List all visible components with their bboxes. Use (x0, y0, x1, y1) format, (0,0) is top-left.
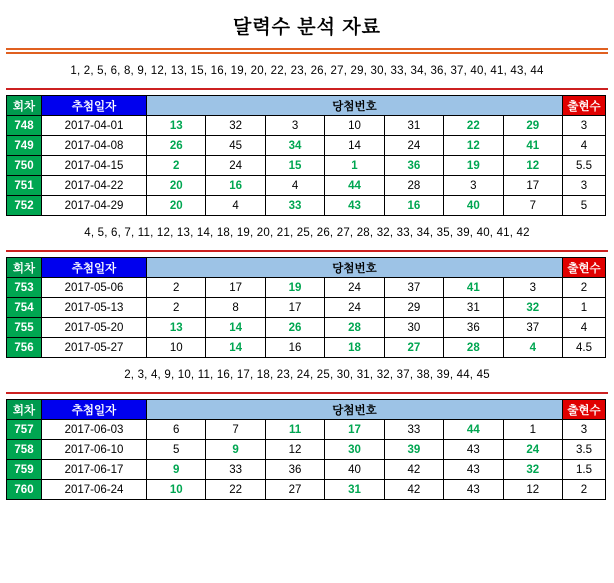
cell-number: 24 (325, 278, 384, 298)
cell-number: 37 (503, 318, 562, 338)
cell-date: 2017-05-13 (42, 298, 147, 318)
cell-number: 1 (503, 420, 562, 440)
cell-number: 17 (265, 298, 324, 318)
cell-number: 3 (503, 278, 562, 298)
cell-round: 749 (7, 136, 42, 156)
cell-number: 34 (265, 136, 324, 156)
table-row (7, 318, 606, 338)
cell-hit-count: 2 (563, 278, 606, 298)
header-winning-numbers: 당첨번호 (147, 258, 563, 278)
cell-number: 12 (444, 136, 503, 156)
cell-number: 20 (147, 196, 206, 216)
cell-number: 43 (444, 460, 503, 480)
page-title: 달력수 분석 자료 (232, 17, 382, 38)
cell-hit-count: 3 (563, 176, 606, 196)
cell-number: 41 (503, 136, 562, 156)
cell-number: 13 (147, 318, 206, 338)
cell-number: 5 (147, 440, 206, 460)
draw-results-table (6, 257, 606, 358)
cell-round: 748 (7, 116, 42, 136)
cell-number: 16 (265, 338, 324, 358)
header-date: 추첨일자 (42, 258, 147, 278)
cell-round: 753 (7, 278, 42, 298)
header-hit-count: 출현수 (563, 400, 606, 420)
cell-number: 2 (147, 298, 206, 318)
cell-number: 31 (384, 116, 443, 136)
table-row (7, 136, 606, 156)
analysis-block (0, 358, 614, 500)
cell-number: 17 (206, 278, 265, 298)
cell-number: 43 (444, 440, 503, 460)
calendar-number-line: 4, 5, 6, 7, 11, 12, 13, 14, 18, 19, 20, 21, 25, 26, 27, 28, 32, 33, 34, 35, 39, 40, 41, 42 (84, 227, 530, 239)
cell-number: 28 (384, 176, 443, 196)
cell-number: 15 (265, 156, 324, 176)
cell-number: 42 (384, 480, 443, 500)
cell-number: 36 (384, 156, 443, 176)
cell-number: 8 (206, 298, 265, 318)
table-row (7, 156, 606, 176)
header-hit-count: 출현수 (563, 258, 606, 278)
header-round: 회차 (7, 96, 42, 116)
cell-number: 43 (325, 196, 384, 216)
cell-hit-count: 4 (563, 318, 606, 338)
cell-hit-count: 4.5 (563, 338, 606, 358)
header-round: 회차 (7, 258, 42, 278)
cell-number: 19 (444, 156, 503, 176)
calendar-number-line: 1, 2, 5, 6, 8, 9, 12, 13, 15, 16, 19, 20, 22, 23, 26, 27, 29, 30, 33, 34, 36, 37, 40, 41, 43, 44 (70, 65, 544, 77)
cell-number: 19 (265, 278, 324, 298)
table-row (7, 440, 606, 460)
cell-number: 44 (444, 420, 503, 440)
cell-number: 33 (384, 420, 443, 440)
header-hit-count: 출현수 (563, 96, 606, 116)
cell-number: 24 (503, 440, 562, 460)
cell-number: 24 (384, 136, 443, 156)
header-winning-numbers: 당첨번호 (147, 96, 563, 116)
cell-date: 2017-06-24 (42, 480, 147, 500)
cell-number: 10 (147, 338, 206, 358)
cell-number: 1 (325, 156, 384, 176)
cell-number: 41 (444, 278, 503, 298)
cell-round: 754 (7, 298, 42, 318)
cell-hit-count: 5 (563, 196, 606, 216)
cell-round: 756 (7, 338, 42, 358)
table-row (7, 480, 606, 500)
cell-number: 42 (384, 460, 443, 480)
cell-date: 2017-04-01 (42, 116, 147, 136)
cell-number: 14 (206, 338, 265, 358)
table-header-row (7, 400, 606, 420)
table-header-row (7, 96, 606, 116)
cell-number: 31 (444, 298, 503, 318)
cell-number: 28 (325, 318, 384, 338)
title-divider-top (6, 48, 608, 50)
table-header-row (7, 258, 606, 278)
cell-number: 26 (265, 318, 324, 338)
cell-number: 32 (503, 460, 562, 480)
cell-date: 2017-04-29 (42, 196, 147, 216)
cell-number: 37 (384, 278, 443, 298)
cell-number: 12 (265, 440, 324, 460)
cell-round: 759 (7, 460, 42, 480)
cell-number: 29 (384, 298, 443, 318)
cell-number: 3 (444, 176, 503, 196)
cell-number: 12 (503, 480, 562, 500)
header-date: 추첨일자 (42, 400, 147, 420)
cell-number: 16 (384, 196, 443, 216)
cell-number: 10 (147, 480, 206, 500)
cell-date: 2017-04-15 (42, 156, 147, 176)
cell-number: 11 (265, 420, 324, 440)
cell-number: 30 (325, 440, 384, 460)
cell-number: 36 (265, 460, 324, 480)
cell-number: 31 (325, 480, 384, 500)
cell-round: 750 (7, 156, 42, 176)
cell-number: 12 (503, 156, 562, 176)
cell-number: 17 (503, 176, 562, 196)
cell-number: 24 (206, 156, 265, 176)
table-row (7, 196, 606, 216)
table-row (7, 338, 606, 358)
cell-number: 43 (444, 480, 503, 500)
cell-number: 39 (384, 440, 443, 460)
cell-number: 7 (503, 196, 562, 216)
cell-round: 755 (7, 318, 42, 338)
cell-number: 22 (444, 116, 503, 136)
cell-number: 29 (503, 116, 562, 136)
cell-number: 13 (147, 116, 206, 136)
cell-hit-count: 1 (563, 298, 606, 318)
cell-number: 3 (265, 116, 324, 136)
cell-number: 14 (206, 318, 265, 338)
draw-results-table (6, 95, 606, 216)
cell-number: 27 (384, 338, 443, 358)
cell-number: 2 (147, 278, 206, 298)
cell-date: 2017-05-20 (42, 318, 147, 338)
cell-number: 9 (147, 460, 206, 480)
table-row (7, 420, 606, 440)
cell-number: 9 (206, 440, 265, 460)
analysis-block (0, 216, 614, 358)
cell-number: 30 (384, 318, 443, 338)
cell-round: 758 (7, 440, 42, 460)
cell-hit-count: 1.5 (563, 460, 606, 480)
cell-number: 27 (265, 480, 324, 500)
cell-number: 32 (206, 116, 265, 136)
cell-date: 2017-05-27 (42, 338, 147, 358)
cell-date: 2017-06-03 (42, 420, 147, 440)
blocks-container (0, 54, 614, 500)
table-row (7, 116, 606, 136)
cell-number: 22 (206, 480, 265, 500)
cell-number: 40 (325, 460, 384, 480)
cell-hit-count: 3.5 (563, 440, 606, 460)
cell-date: 2017-05-06 (42, 278, 147, 298)
cell-date: 2017-04-08 (42, 136, 147, 156)
analysis-block (0, 54, 614, 216)
cell-number: 36 (444, 318, 503, 338)
header-round: 회차 (7, 400, 42, 420)
cell-number: 20 (147, 176, 206, 196)
cell-number: 6 (147, 420, 206, 440)
cell-round: 757 (7, 420, 42, 440)
cell-round: 751 (7, 176, 42, 196)
cell-number: 26 (147, 136, 206, 156)
cell-hit-count: 3 (563, 420, 606, 440)
cell-number: 18 (325, 338, 384, 358)
cell-number: 4 (265, 176, 324, 196)
cell-number: 2 (147, 156, 206, 176)
cell-hit-count: 3 (563, 116, 606, 136)
cell-number: 7 (206, 420, 265, 440)
calendar-number-line: 2, 3, 4, 9, 10, 11, 16, 17, 18, 23, 24, 25, 30, 31, 32, 37, 38, 39, 44, 45 (124, 369, 490, 381)
cell-hit-count: 5.5 (563, 156, 606, 176)
cell-number: 33 (206, 460, 265, 480)
header-date: 추첨일자 (42, 96, 147, 116)
cell-number: 33 (265, 196, 324, 216)
cell-hit-count: 4 (563, 136, 606, 156)
cell-number: 10 (325, 116, 384, 136)
cell-date: 2017-04-22 (42, 176, 147, 196)
cell-number: 17 (325, 420, 384, 440)
cell-number: 16 (206, 176, 265, 196)
cell-number: 32 (503, 298, 562, 318)
cell-number: 14 (325, 136, 384, 156)
cell-hit-count: 2 (563, 480, 606, 500)
cell-number: 24 (325, 298, 384, 318)
header-winning-numbers: 당첨번호 (147, 400, 563, 420)
cell-number: 44 (325, 176, 384, 196)
cell-date: 2017-06-17 (42, 460, 147, 480)
cell-round: 760 (7, 480, 42, 500)
draw-results-table (6, 399, 606, 500)
cell-number: 4 (503, 338, 562, 358)
cell-number: 40 (444, 196, 503, 216)
cell-round: 752 (7, 196, 42, 216)
cell-number: 45 (206, 136, 265, 156)
cell-number: 4 (206, 196, 265, 216)
table-row (7, 460, 606, 480)
table-row (7, 278, 606, 298)
cell-number: 28 (444, 338, 503, 358)
table-row (7, 298, 606, 318)
table-row (7, 176, 606, 196)
cell-date: 2017-06-10 (42, 440, 147, 460)
